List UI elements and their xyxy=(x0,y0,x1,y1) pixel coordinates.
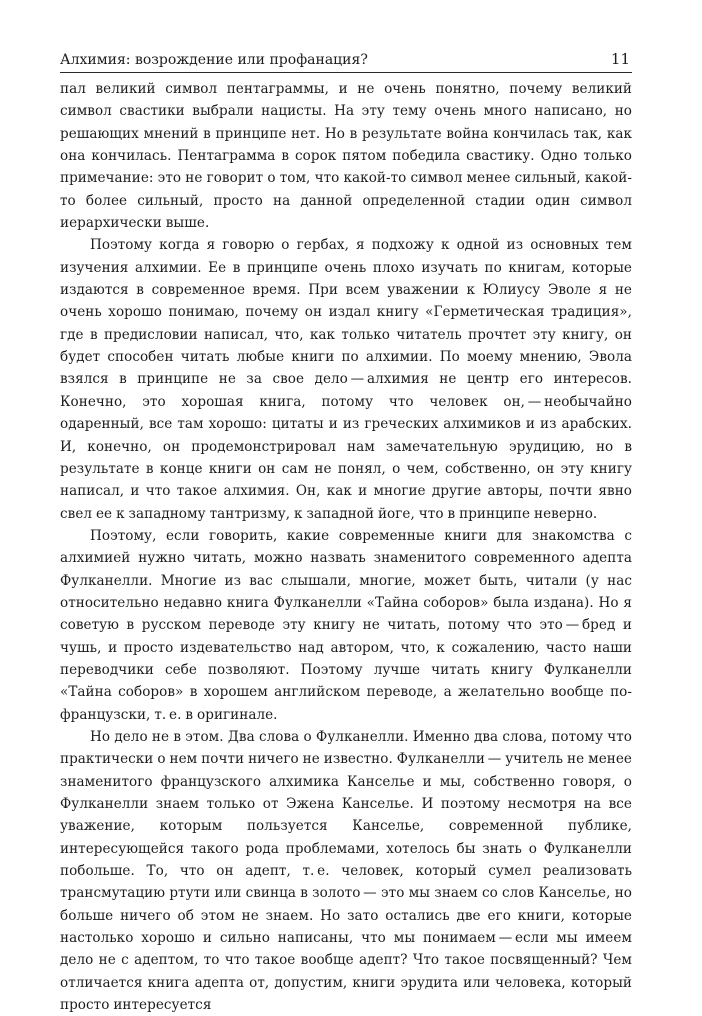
book-page xyxy=(60,50,632,1016)
page-number: 11 xyxy=(610,50,630,68)
running-title: Алхимия: возрождение или профанация? xyxy=(60,52,368,68)
running-header xyxy=(60,50,632,73)
paragraph: пал великий символ пентаграммы, и не очень понятно, почему великий символ свастики выбрали нацисты. На эту тему очень много написано, но решающих мнений в принципе нет. Но в результате война кончилась так, как она кончилась. Пентаграмма в сорок пятом победила свастику. Одно только примечание: это не говорит о том, что какой-то символ менее сильный, какой-то более сильный, просто на данной определенной стадии один символ иерархически выше. xyxy=(60,81,632,232)
paragraph: Но дело не в этом. Два слова о Фулканелли. Именно два слова, потому что практически о нем почти ничего не известно. Фулканелли — учитель не менее знаменитого французского алхимика Канселье и мы, собственно говоря, о Фулканелли знаем только от Эжена Канселье. И поэтому несмотря на все уважение, которым пользуется Канселье, современной публике, интересующейся такого рода проблемами, хотелось бы знать о Фулканелли побольше. То, что он адепт, т. е. человек, который сумел реализовать трансмутацию ртути или свинца в золото — это мы знаем со слов Канселье, но больше ничего об этом не знаем. Но зато остались две его книги, которые настолько хорошо и сильно написаны, что мы понимаем — если мы имеем дело не с адептом, то что такое вообще адепт? Что такое посвященный? Чем отличается книга адепта от, допустим, книги эрудита или человека, который просто интересуется xyxy=(60,728,632,1014)
paragraph: Поэтому, если говорить, какие современные книги для знакомства с алхимией нужно читать, можно назвать знаменитого современного адепта Фулканелли. Многие из вас слышали, многие, может быть, читали (у нас относительно недавно книга Фулканелли «Тайна соборов» была издана). Но я советую в русском переводе эту книгу не читать, потому что это — бред и чушь, и просто издевательство над автором, что, к сожалению, часто наши переводчики себе позволяют. Поэтому лучше читать книгу Фулканелли «Тайна соборов» в хорошем английском переводе, а желательно вообще по-французски, т. е. в оригинале. xyxy=(60,527,632,723)
paragraph: Поэтому когда я говорю о гербах, я подхожу к одной из основных тем изучения алхимии. Ее в принципе очень плохо изучать по книгам, которые издаются в современное время. При всем уважении к Юлиусу Эволе я не очень хорошо понимаю, почему он издал книгу «Герметическая традиция», где в предисловии написал, что, как только читатель прочтет эту книгу, он будет способен читать любые книги по алхимии. По моему мнению, Эвола взялся в принципе не за свое дело — алхимия не центр его интересов. Конечно, это хорошая книга, потому что человек он, — необычайно одаренный, все там хорошо: цитаты и из греческих алхимиков и из арабских. И, конечно, он продемонстрировал нам замечательную эрудицию, но в результате в конце книги он сам не понял, о чем, собственно, он эту книгу написал, и что такое алхимия. Он, как и многие другие авторы, почти явно свел ее к западному тантризму, к западной йоге, что в принципе неверно. xyxy=(60,237,632,522)
body-text xyxy=(60,78,632,1016)
